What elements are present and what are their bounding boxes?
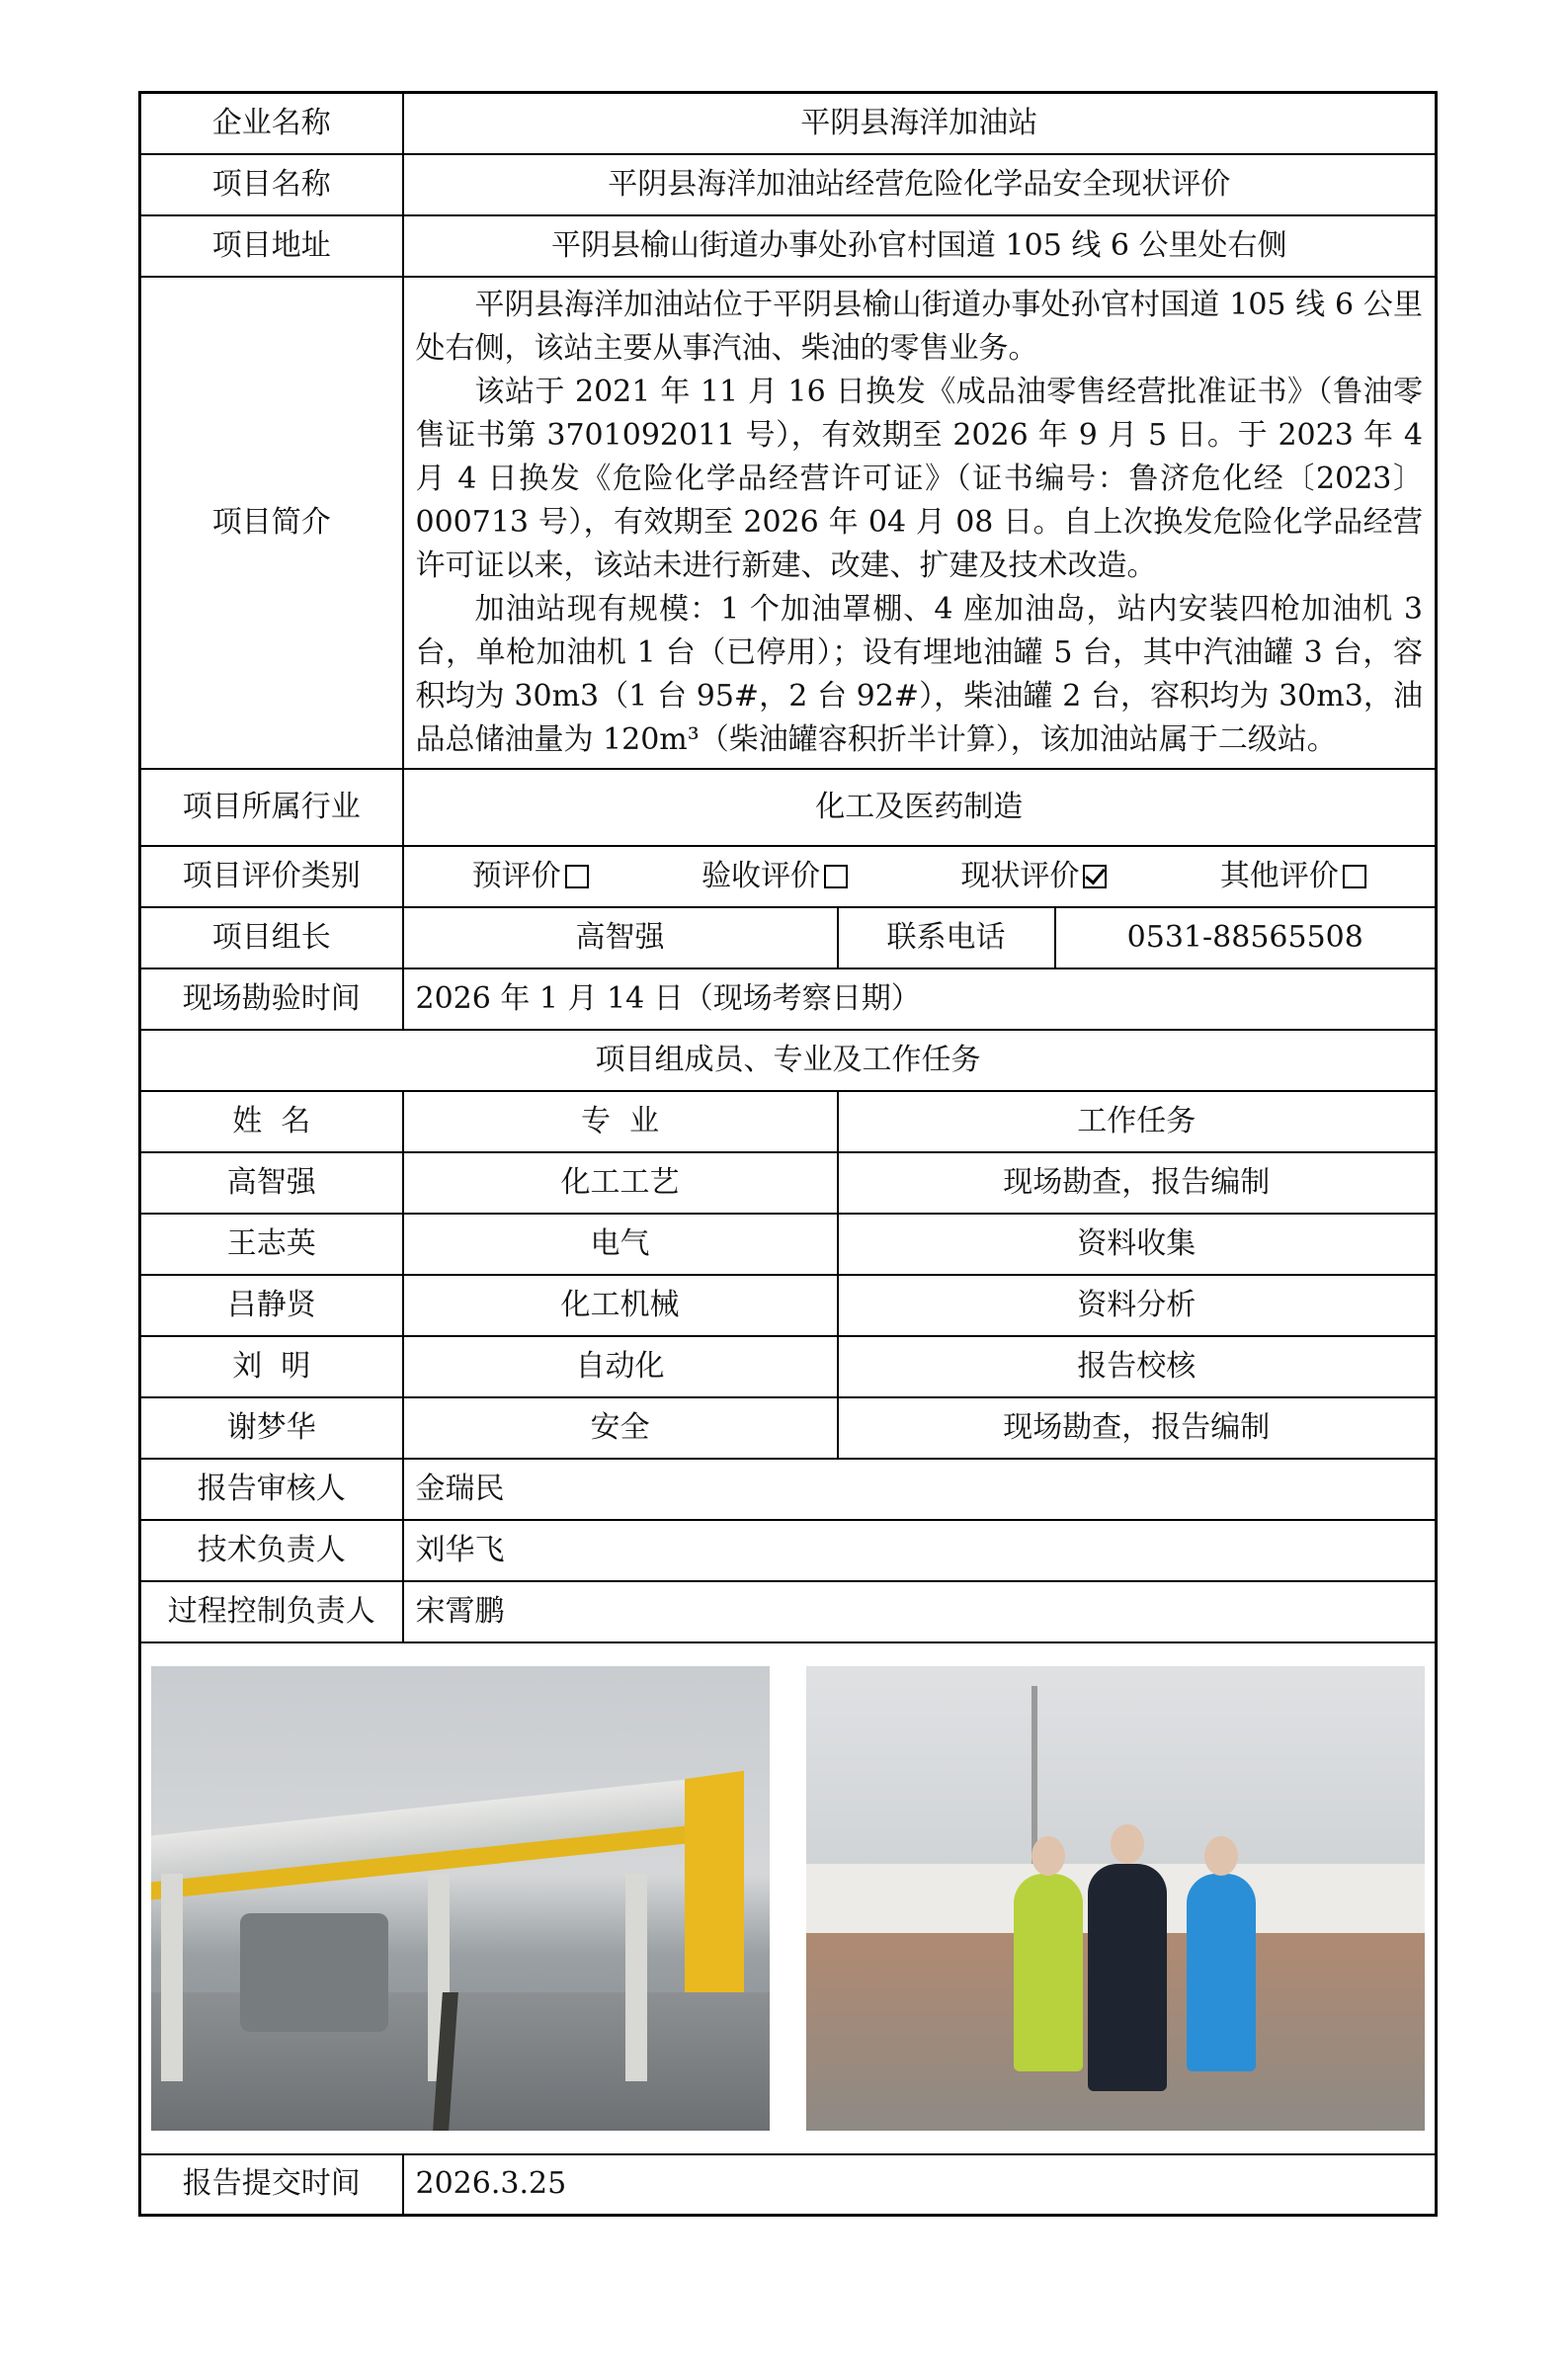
eval-option-acceptance[interactable]: 验收评价 — [701, 857, 848, 896]
leader-value: 高智强 — [403, 907, 838, 968]
eval-type-label: 项目评价类别 — [140, 846, 403, 907]
member-name: 吕静贤 — [140, 1275, 403, 1336]
member-task: 现场勘查，报告编制 — [838, 1397, 1437, 1459]
eval-option-other[interactable]: 其他评价 — [1220, 857, 1366, 896]
member-major: 自动化 — [403, 1336, 838, 1397]
member-task: 资料收集 — [838, 1214, 1437, 1275]
eval-option-status[interactable]: 现状评价 — [960, 857, 1107, 896]
member-name: 谢梦华 — [140, 1397, 403, 1459]
intro-paragraph: 平阴县海洋加油站位于平阴县榆山街道办事处孙官村国道 105 线 6 公里处右侧，该站主要从事汽油、柴油的零售业务。 — [415, 287, 1423, 366]
member-name: 高智强 — [140, 1152, 403, 1214]
reviewer-label: 报告审核人 — [140, 1459, 403, 1520]
member-major: 电气 — [403, 1214, 838, 1275]
project-name-label: 项目名称 — [140, 154, 403, 215]
site-inspection-photo — [806, 1666, 1425, 2131]
members-title: 项目组成员、专业及工作任务 — [140, 1030, 1437, 1091]
intro-label: 项目简介 — [140, 277, 403, 769]
tech-lead-value: 刘华飞 — [403, 1520, 1437, 1581]
intro-paragraph: 加油站现有规模：1 个加油罩棚、4 座加油岛，站内安装四枪加油机 3 台，单枪加油机 1 台（已停用）；设有埋地油罐 5 台，其中汽油罐 3 台，容积均为 30m3（1 台 95#，2 台 92#），柴油罐 2 台，容积均为 30m3，油品总储油量为 120m³（柴油罐容积折半计算），该加油站属于二级站。 — [415, 591, 1423, 757]
project-address-label: 项目地址 — [140, 215, 403, 277]
member-name: 王志英 — [140, 1214, 403, 1275]
project-name-value: 平阴县海洋加油站经营危险化学品安全现状评价 — [403, 154, 1437, 215]
table-row — [140, 1152, 1437, 1214]
table-row — [140, 1214, 1437, 1275]
leader-label: 项目组长 — [140, 907, 403, 968]
company-value: 平阴县海洋加油站 — [403, 93, 1437, 154]
industry-value: 化工及医药制造 — [403, 769, 1437, 846]
table-row — [140, 1397, 1437, 1459]
phone-label: 联系电话 — [838, 907, 1055, 968]
submit-label: 报告提交时间 — [140, 2154, 403, 2216]
process-lead-value: 宋霄鹏 — [403, 1581, 1437, 1642]
intro-text — [403, 277, 1437, 769]
members-header-major: 专 业 — [403, 1091, 838, 1152]
site-photos — [140, 1642, 1437, 2154]
member-major: 安全 — [403, 1397, 838, 1459]
checkbox-icon — [824, 865, 848, 888]
table-row — [140, 1275, 1437, 1336]
member-major: 化工工艺 — [403, 1152, 838, 1214]
company-label: 企业名称 — [140, 93, 403, 154]
member-task: 资料分析 — [838, 1275, 1437, 1336]
submit-value: 2026.3.25 — [403, 2154, 1437, 2216]
member-task: 现场勘查，报告编制 — [838, 1152, 1437, 1214]
survey-label: 现场勘验时间 — [140, 968, 403, 1030]
checkbox-checked-icon — [1083, 865, 1107, 888]
intro-paragraph: 该站于 2021 年 11 月 16 日换发《成品油零售经营批准证书》（鲁油零售证书第 3701092011 号），有效期至 2026 年 9 月 5 日。于 2023 年 4 月 4 日换发《危险化学品经营许可证》（证书编号：鲁济危化经〔2023〕000713 号），有效期至 2026 年 04 月 08 日。自上次换发危险化学品经营许可证以来，该站未进行新建、改建、扩建及技术改造。 — [415, 374, 1423, 583]
member-major: 化工机械 — [403, 1275, 838, 1336]
table-row — [140, 1336, 1437, 1397]
phone-value: 0531-88565508 — [1055, 907, 1437, 968]
evaluation-info-table — [138, 91, 1438, 2217]
members-header-task: 工作任务 — [838, 1091, 1437, 1152]
member-name: 刘 明 — [140, 1336, 403, 1397]
project-address-value: 平阴县榆山街道办事处孙官村国道 105 线 6 公里处右侧 — [403, 215, 1437, 277]
reviewer-value: 金瑞民 — [403, 1459, 1437, 1520]
checkbox-icon — [1343, 865, 1366, 888]
member-task: 报告校核 — [838, 1336, 1437, 1397]
industry-label: 项目所属行业 — [140, 769, 403, 846]
survey-value: 2026 年 1 月 14 日（现场考察日期） — [403, 968, 1437, 1030]
members-header-name: 姓 名 — [140, 1091, 403, 1152]
gas-station-photo — [151, 1666, 770, 2131]
process-lead-label: 过程控制负责人 — [140, 1581, 403, 1642]
eval-type-options — [403, 846, 1437, 907]
tech-lead-label: 技术负责人 — [140, 1520, 403, 1581]
eval-option-pre[interactable]: 预评价 — [472, 857, 589, 896]
checkbox-icon — [565, 865, 589, 888]
